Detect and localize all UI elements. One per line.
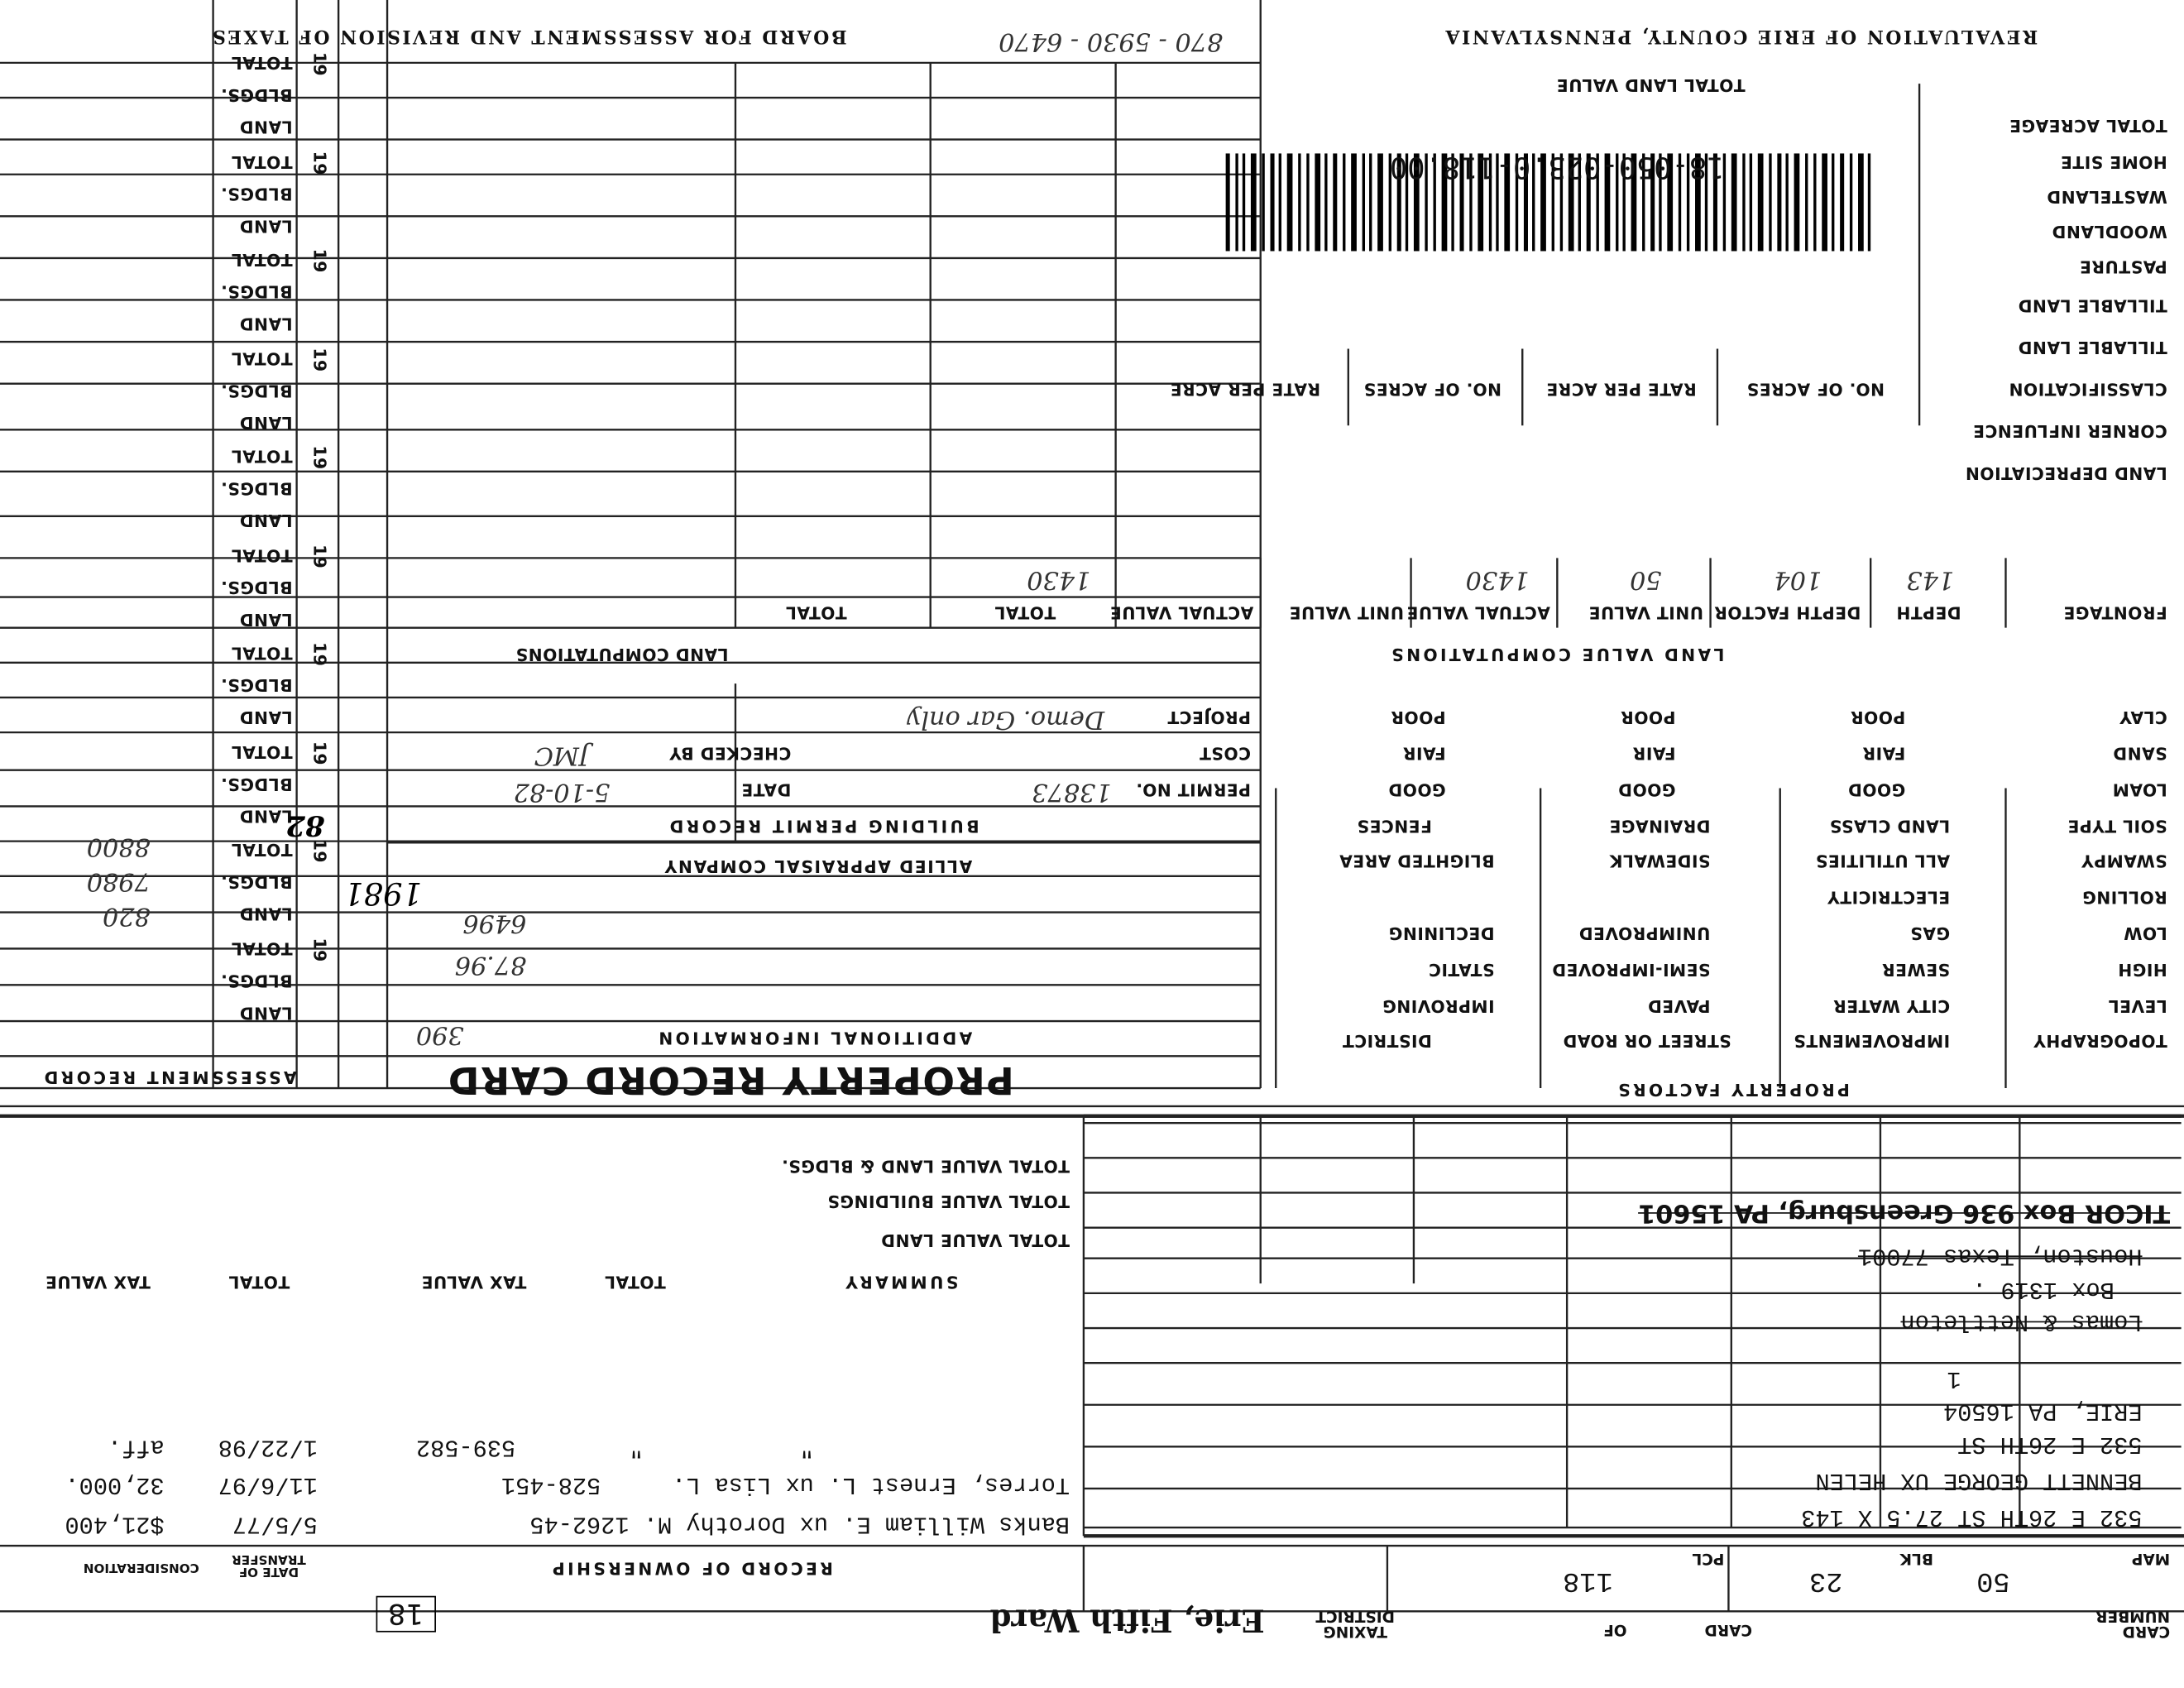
date-label: DATE: [740, 779, 792, 800]
district-blighted: BLIGHTED AREA: [1339, 851, 1495, 871]
assessment-total-value: 8800: [86, 831, 151, 861]
assessment-label: TOTAL: [231, 545, 293, 565]
assessment-year-prefix: 19: [309, 839, 329, 864]
assessment-label: BLDGS.: [220, 577, 293, 597]
ownership-name: Banks William E. ux Dorothy M. 1262-45: [529, 1509, 1070, 1537]
district-improving: IMPROVING: [1382, 995, 1495, 1016]
assessment-label: LAND: [239, 707, 293, 728]
assessment-label: TOTAL: [231, 53, 293, 74]
no-acres-header-2: NO. OF ACRES: [1363, 379, 1502, 400]
total-value-land: TOTAL VALUE LAND: [880, 1230, 1070, 1250]
record-of-ownership-title: RECORD OF OWNERSHIP: [549, 1558, 833, 1578]
assessment-label: TOTAL: [231, 447, 293, 467]
lv-unit-value: 50: [1630, 564, 1662, 595]
map-label: MAP: [2131, 1550, 2171, 1569]
fences-header: FENCES: [1357, 816, 1432, 836]
pf-header-district: DISTRICT: [1342, 1030, 1432, 1051]
total-acreage-label: TOTAL ACREAGE: [2009, 115, 2167, 136]
assessment-label: BLDGS.: [220, 85, 293, 106]
impr-electricity: ELECTRICITY: [1827, 887, 1951, 907]
lv-depth-factor-value: 104: [1774, 564, 1822, 595]
ownership-name: " " 539-582: [415, 1432, 1070, 1460]
class-tillable-1: TILLABLE LAND: [2018, 337, 2167, 357]
barcode-number: 18-050-023.0-118.00: [1389, 151, 1725, 185]
lv-header-unit-value-2: UNIT VALUE: [1289, 602, 1405, 622]
topo-low: LOW: [2123, 923, 2167, 943]
assessment-year-prefix: 19: [309, 446, 329, 471]
soil-sand: SAND: [2112, 743, 2167, 764]
handwritten-note-3: 390: [415, 1019, 464, 1049]
handwritten-note-2: 87.96: [454, 950, 527, 980]
total-value-buildings: TOTAL VALUE BUILDINGS: [826, 1191, 1070, 1211]
lv-header-actual-value: ACTUAL VALUE: [1406, 602, 1550, 622]
card-number-label: CARD NUMBER: [2095, 1607, 2171, 1641]
topo-rolling: ROLLING: [2081, 887, 2167, 907]
summary-total-2: TOTAL: [228, 1272, 290, 1292]
corner-influence-label: CORNER INFLUENCE: [1972, 421, 2167, 441]
mailing-city: ERIE, PA 16504: [1943, 1396, 2143, 1423]
class-wasteland: WASTELAND: [2046, 186, 2167, 207]
district-static: STATIC: [1428, 959, 1495, 980]
lv-total-value: 1430: [1027, 564, 1091, 595]
map-value: 50: [1976, 1563, 2010, 1596]
taxing-district-label: TAXING DISTRICT: [1315, 1607, 1396, 1641]
card-of-label: OF: [1603, 1621, 1627, 1639]
quality-poor-3: POOR: [1390, 707, 1446, 727]
project-label: PROJECT: [1166, 707, 1251, 727]
mailing-extra: 1: [1947, 1364, 1961, 1391]
land-value-computations-title: LAND VALUE COMPUTATIONS: [1388, 644, 1725, 664]
lv-actual-value: 1430: [1465, 564, 1530, 595]
ownership-name: Torres, Ernest L. ux Lisa L. 528-451: [500, 1470, 1070, 1498]
drainage-header: DRAINAGE: [1609, 816, 1711, 836]
ownership-date: 5/5/77: [232, 1509, 318, 1537]
district-box-value: 18: [376, 1596, 436, 1633]
mortgage-line-2: Box 1319 .: [1972, 1274, 2115, 1302]
cost-label: COST: [1199, 743, 1251, 764]
street-paved: PAVED: [1647, 995, 1711, 1016]
impr-gas: GAS: [1909, 923, 1951, 943]
ownership-date: 1/22/98: [218, 1432, 318, 1460]
handwritten-note-1: 6496: [462, 908, 527, 938]
rate-per-acre-header-2: RATE PER ACRE: [1170, 379, 1321, 400]
pf-header-street: STREET OR ROAD: [1563, 1030, 1731, 1051]
property-factors-title: PROPERTY FACTORS: [1615, 1079, 1850, 1100]
pf-header-improvements: IMPROVEMENTS: [1793, 1030, 1951, 1051]
date-of-transfer-label: DATE OF TRANSFER: [232, 1551, 306, 1578]
quality-good-3: GOOD: [1387, 779, 1446, 800]
lv-header-depth-factor: DEPTH FACTOR: [1713, 602, 1861, 622]
assessment-label: LAND: [239, 609, 293, 630]
permit-no-label: PERMIT NO.: [1135, 779, 1251, 800]
ownership-consideration: $21,400: [65, 1509, 165, 1537]
classification-header: CLASSIFICATION: [2009, 379, 2167, 400]
summary-tax-value-1: TAX VALUE: [421, 1272, 527, 1292]
assessment-label: LAND: [239, 806, 293, 827]
assessment-year-prefix: 19: [309, 151, 329, 175]
assessment-bldgs-value: 7980: [86, 866, 151, 896]
lv-header-total-2: TOTAL: [785, 602, 847, 622]
class-tillable-2: TILLABLE LAND: [2018, 295, 2167, 316]
topo-level: LEVEL: [2108, 995, 2167, 1016]
checked-by-label: CHECKED BY: [668, 743, 792, 764]
board-header: BOARD FOR ASSESSMENT AND REVISION OF TAXES: [210, 25, 847, 46]
assessment-label: BLDGS.: [220, 774, 293, 794]
quality-fair-1: FAIR: [1862, 743, 1906, 764]
pcl-label: PCL: [1692, 1550, 1725, 1569]
lv-header-depth: DEPTH: [1896, 602, 1961, 622]
consideration-label: CONSIDERATION: [83, 1559, 199, 1574]
assessment-label: LAND: [239, 413, 293, 433]
checked-by-value: JMC: [534, 741, 590, 770]
land-class-header: LAND CLASS: [1829, 816, 1951, 836]
district-declining: DECLINING: [1388, 923, 1495, 943]
assessment-year-prefix: 19: [309, 642, 329, 668]
summary-title: SUMMARY: [842, 1272, 959, 1292]
summary-total-1: TOTAL: [604, 1272, 666, 1292]
assessment-label: BLDGS.: [220, 282, 293, 303]
assessment-label: TOTAL: [231, 250, 293, 271]
street-unimproved: UNIMPROVED: [1578, 923, 1711, 943]
assessment-label: LAND: [239, 511, 293, 531]
topo-high: HIGH: [2117, 959, 2167, 980]
blk-value: 23: [1809, 1563, 1843, 1596]
no-acres-header-1: NO. OF ACRES: [1746, 379, 1885, 400]
quality-fair-3: FAIR: [1402, 743, 1446, 764]
ownership-consideration: aff.: [107, 1432, 165, 1460]
lv-header-frontage: FRONTAGE: [2063, 602, 2167, 622]
additional-information-label: ADDITIONAL INFORMATION: [655, 1028, 973, 1048]
summary-tax-value-2: TAX VALUE: [45, 1272, 151, 1292]
assessment-year-prefix: 19: [309, 938, 329, 962]
assessment-label: BLDGS.: [220, 184, 293, 204]
impr-all-utilities: ALL UTILITIES: [1815, 851, 1951, 871]
mortgage-line-3: Houston, Texas 77001: [1857, 1241, 2143, 1268]
assessment-label: LAND: [239, 904, 293, 924]
mortgage-line-1: Lomas & Nettleton: [1900, 1307, 2143, 1334]
building-permit-title: BUILDING PERMIT RECORD: [667, 816, 979, 836]
permit-no-value: 13873: [1032, 777, 1112, 807]
owner-line: BENNETT GEORGE UX HELEN: [1815, 1465, 2143, 1493]
assessment-label: BLDGS.: [220, 479, 293, 499]
blk-label: BLK: [1899, 1550, 1933, 1569]
quality-fair-2: FAIR: [1632, 743, 1676, 764]
rate-per-acre-header-1: RATE PER ACRE: [1545, 379, 1697, 400]
quality-poor-1: POOR: [1850, 707, 1906, 727]
lv-depth-value: 143: [1906, 564, 1955, 595]
assessment-label: TOTAL: [231, 741, 293, 762]
soil-clay: CLAY: [2119, 707, 2167, 727]
class-woodland: WOODLAND: [2052, 222, 2167, 242]
impr-sewer: SEWER: [1881, 959, 1951, 980]
soil-loam: LOAM: [2112, 779, 2167, 800]
total-land-value-label: TOTAL LAND VALUE: [1556, 75, 1746, 95]
total-value-land-bldgs: TOTAL VALUE LAND & BLDGS.: [781, 1156, 1070, 1177]
topo-swampy: SWAMPY: [2081, 851, 2167, 871]
assessment-year-prefix: 19: [309, 249, 329, 274]
impr-city-water: CITY WATER: [1832, 995, 1951, 1016]
quality-poor-2: POOR: [1620, 707, 1676, 727]
lv-header-total-1: TOTAL: [994, 602, 1056, 622]
county-header: REVALUATION OF ERIE COUNTY, PENNSYLVANIA: [1443, 25, 2038, 46]
assessment-year-prefix: 19: [309, 52, 329, 77]
assessment-land-value: 820: [102, 901, 151, 931]
card-label: CARD: [1704, 1621, 1753, 1639]
assessment-label: BLDGS.: [220, 872, 293, 893]
soil-type-header: SOIL TYPE: [2067, 816, 2167, 836]
assessment-label: BLDGS.: [220, 971, 293, 991]
ownership-consideration: 32,000.: [65, 1470, 165, 1498]
assessment-label: TOTAL: [231, 644, 293, 664]
assessment-label: LAND: [239, 216, 293, 236]
pcl-value: 118: [1563, 1563, 1613, 1596]
handwritten-note-4: 1981: [343, 875, 423, 910]
lv-header-unit-value: UNIT VALUE: [1588, 602, 1704, 622]
assessment-label: BLDGS.: [220, 381, 293, 400]
allied-appraisal-label: ALLIED APPRAISAL COMPANY: [663, 856, 973, 876]
project-value: Demo. Gar only: [907, 704, 1105, 734]
quality-good-2: GOOD: [1617, 779, 1676, 800]
assessment-label: TOTAL: [231, 151, 293, 172]
handwritten-phone: 870 - 5930 - 6470: [999, 26, 1224, 56]
land-computations-label: LAND COMPUTATIONS: [515, 644, 729, 664]
assessment-year-82: 82: [285, 808, 325, 843]
mailing-street: 532 E 26TH ST: [1957, 1430, 2143, 1457]
assessment-label: LAND: [239, 1003, 293, 1023]
land-depreciation-label: LAND DEPRECIATION: [1965, 463, 2167, 483]
assessment-year-prefix: 19: [309, 544, 329, 569]
assessment-record-title: ASSESSMENT RECORD: [41, 1067, 297, 1087]
taxing-district-value: Erie, Fifth Ward: [989, 1601, 1265, 1638]
ownership-date: 11/6/97: [218, 1470, 318, 1498]
street-sidewalk: SIDEWALK: [1609, 851, 1711, 871]
assessment-label: TOTAL: [231, 938, 293, 959]
assessment-label: LAND: [239, 314, 293, 334]
assessment-label: BLDGS.: [220, 675, 293, 696]
assessment-year-prefix: 19: [309, 348, 329, 372]
date-value: 5-10-82: [513, 777, 611, 807]
lv-header-actual-value-2: ACTUAL VALUE: [1109, 602, 1254, 622]
quality-good-1: GOOD: [1847, 779, 1906, 800]
property-record-card-title: PROPERTY RECORD CARD: [447, 1057, 1014, 1101]
assessment-label: LAND: [239, 117, 293, 138]
assessment-label: TOTAL: [231, 348, 293, 369]
class-home-site: HOME SITE: [2060, 151, 2167, 172]
address-line-1: 532 E 26TH ST 27.5 X 143: [1801, 1502, 2143, 1529]
class-pasture: PASTURE: [2079, 257, 2167, 276]
assessment-year-prefix: 19: [309, 741, 329, 766]
pf-header-topography: TOPOGRAPHY: [2033, 1030, 2167, 1051]
mortgage-line-4: TICOR Box 936 Greensburg, PA 15601: [1638, 1198, 2171, 1228]
street-semi-improved: SEMI-IMPROVED: [1551, 959, 1711, 980]
assessment-label: TOTAL: [231, 840, 293, 861]
